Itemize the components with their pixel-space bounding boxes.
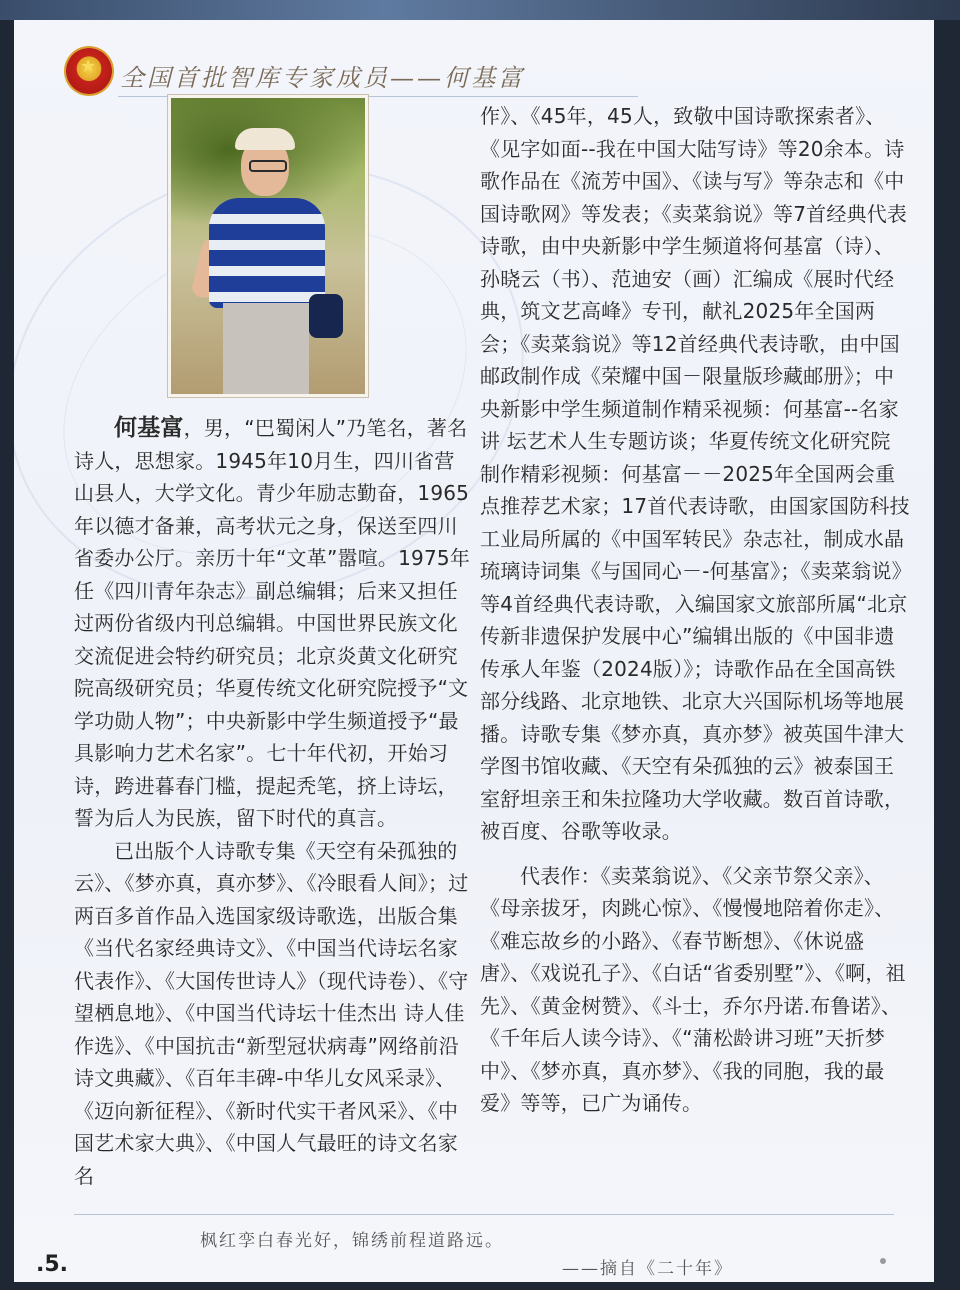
national-emblem-icon xyxy=(66,48,112,94)
bio-name: 何基富 xyxy=(114,415,184,441)
photo-person-pants xyxy=(223,303,309,397)
photo-person-cap xyxy=(235,128,295,150)
continued-paragraph: 作》、《45年，45人，致敬中国诗歌探索者》、《见字如面--我在中国大陆写诗》等20余本。诗歌作品在《流芳中国》、《读与写》等杂志和《中国诗歌网》等发表；《卖菜翁说》等7首经典代表诗歌，由中央新影中学生频道将何基富（诗）、孙晓云（书）、范迪安（画）汇编成《展时代经典，筑文艺高峰》专刊，献礼2025年全国两会；《卖菜翁说》等12首经典代表诗歌，由中国邮政制作成《荣耀中国－限量版珍藏邮册》；中央新影中学生频道制作精采视频：何基富--名家讲 坛艺术人生专题访谈；华夏传统文化研究院制作精彩视频：何基富－－2025年全国两会重点推荐艺术家；17首代表诗歌，由国家国防科技工业局所属的《中国军转民》杂志社，制成水晶琉璃诗词集《与国同心－-何基富》；《卖菜翁说》等4首经典代表诗歌，入编国家文旅部所属“北京传新非遗保护发展中心”编辑出版的《中国非遗传承人年鉴（2024版）》；诗歌作品在全国高铁部分线路、北京地铁、北京大兴国际机场等地展播。诗歌专集《梦亦真，真亦梦》被英国牛津大学图书馆收藏、《天空有朵孤独的云》被泰国王室舒坦亲王和朱拉隆功大学收藏。数百首诗歌，被百度、谷歌等收录。 xyxy=(480,104,910,843)
footer-quote: 枫红孪白春光好，锦绣前程道路远。 xyxy=(200,1231,504,1251)
page-number: .5. xyxy=(36,1252,69,1277)
header-title: 全国首批智库专家成员——何基富 xyxy=(120,64,525,92)
bio-paragraph xyxy=(74,412,474,835)
right-column xyxy=(480,100,910,1120)
footer-source: ——摘自《二十年》 xyxy=(562,1259,733,1279)
star-icon: ★ xyxy=(80,56,97,77)
page-top-edge xyxy=(0,0,960,20)
bio-text: ，男，“巴蜀闲人”乃笔名，著名诗人，思想家。1945年10月生，四川省营山县人，大学文化。青少年励志勤奋，1965年以德才备兼，高考状元之身，保送至四川省委办公厅。亲历十年“文革”嚣喧。1975年任《四川青年杂志》副总编辑；后来又担任过两份省级内刊总编辑。中国世界民族文化交流促进会特约研究员；北京炎黄文化研究院高级研究员；华夏传统文化研究院授予“文学功勋人物”；中央新影中学生频道授予“最具影响力艺术名家”。七十年代初，开始习诗，跨进暮春门槛，提起秃笔，挤上诗坛，誓为后人为民族，留下时代的真言。 xyxy=(74,416,471,830)
page-header xyxy=(58,42,898,102)
representative-works-paragraph: 代表作：《卖菜翁说》、《父亲节祭父亲》、《母亲拔牙，肉跳心惊》、《慢慢地陪着你走》、《难忘故乡的小路》、《春节断想》、《休说盛唐》、《戏说孔子》、《白话“省委别墅”》、《啊，祖先》、《黄金树赞》、《斗士，乔尔丹诺.布鲁诺》、《千年后人读今诗》、《“蒲松龄讲习班”天折梦中》、《梦亦真，真亦梦》、《我的同胞，我的最爱》等等，已广为诵传。 xyxy=(480,863,906,1115)
left-column xyxy=(74,412,474,1192)
footer-divider xyxy=(74,1214,894,1215)
photo-person-shirt xyxy=(209,198,325,308)
works-paragraph: 已出版个人诗歌专集《天空有朵孤独的云》、《梦亦真，真亦梦》、《冷眼看人间》；过两百多首作品入选国家级诗歌选，出版合集《当代名家经典诗文》、《中国当代诗坛名家代表作》、《大国传世诗人》（现代诗卷）、《守望栖息地》、《中国当代诗坛十佳杰出 诗人佳作选》、《中国抗击“新型冠状病毒”网络前沿诗文典藏》、《百年丰碑-中华儿女风采录》、《迈向新征程》、《新时代实干者风采》、《中国艺术家大典》、《中国人气最旺的诗文名家名 xyxy=(74,838,469,1188)
magazine-page xyxy=(14,20,934,1282)
footer-dot xyxy=(880,1258,886,1264)
photo-person-glasses xyxy=(249,160,287,172)
photo-person-bag xyxy=(309,294,343,338)
portrait-photo xyxy=(168,95,368,397)
